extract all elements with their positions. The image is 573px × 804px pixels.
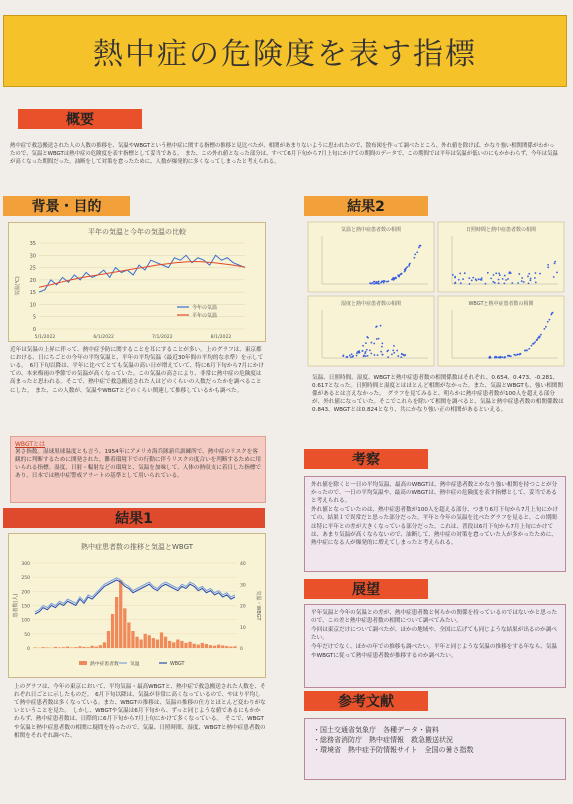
scatter-point (484, 283, 486, 285)
correlation-charts-svg (306, 220, 566, 368)
wbgt-definition-text: 暑さ指数。湿球黒球温度とも言う。1954年にアメリカ海兵隊新兵訓練所で、熱中症のリスクを客観的に判断するために開発された。難着環境下での行動に伴うリスクの度合いを判断するために用いられる指標。湿度、日射・輻射などの環境と、気温を加味して、人体の熱収支に着目した指標であり、日本では熱中症警戒アラートの基準として用いられている。 (15, 449, 262, 480)
scatter-point (349, 355, 351, 357)
legend-label: 今年の気温 (192, 305, 218, 311)
bar (180, 641, 183, 648)
scatter-point (386, 281, 388, 283)
bar (188, 642, 191, 648)
scatter-point (373, 343, 375, 345)
bar (148, 635, 151, 648)
scatter-point (478, 278, 480, 280)
scatter-point (376, 338, 378, 340)
scatter-point (553, 276, 555, 278)
y2-tick-label: 40 (240, 562, 246, 567)
scatter-point (551, 312, 553, 314)
panel-title: 湿度と熱中症患者数の相関 (340, 301, 402, 307)
bar (164, 637, 167, 648)
scatter-panel (438, 222, 564, 292)
scatter-point (521, 277, 523, 279)
scatter-point (523, 281, 525, 283)
y-tick-label: 25 (29, 265, 36, 272)
reference-item: ・国土交通省気象庁 各種データ・資料 (313, 726, 439, 734)
legend-label: 熱中症患者数 (90, 662, 119, 667)
scatter-point (414, 253, 416, 255)
bar (62, 647, 65, 648)
bar (123, 608, 126, 648)
scatter-point (350, 356, 352, 358)
scatter-point (347, 356, 349, 358)
scatter-point (547, 321, 549, 323)
scatter-point (370, 283, 372, 285)
tenbou-item: 平年気温と今年の気温との差が、熱中症患者数と何らかの関係を持っているのではないかと思ったので、この差と熱中症患者数の相関について調べてみたい。 (311, 610, 558, 625)
scatter-point (472, 277, 474, 279)
scatter-point (369, 349, 371, 351)
y2-tick-label: 20 (240, 604, 246, 610)
scatter-point (528, 348, 530, 350)
scatter-point (396, 350, 398, 352)
scatter-point (538, 335, 540, 337)
wbgt-definition-title: WBGTとは (15, 441, 46, 448)
bar (168, 641, 171, 648)
scatter-point (533, 343, 535, 345)
temp-chart-svg (9, 237, 265, 341)
bar (78, 646, 81, 648)
scatter-point (460, 282, 462, 284)
legend-label: 平年の気温 (192, 313, 218, 319)
y2-tick-label: 10 (240, 625, 246, 631)
tenbou-box (304, 604, 566, 688)
scatter-point (454, 282, 456, 284)
scatter-point (386, 350, 388, 352)
bar (233, 646, 236, 648)
scatter-point (535, 272, 537, 274)
scatter-point (554, 262, 556, 264)
scatter-point (408, 265, 410, 267)
scatter-point (498, 273, 500, 275)
kousatsu-item: 外れ値を除くと一日の平均気温、最高のWBGTは、熱中症患者数とかなり強い相関を持つことが分かったので、一日の平均気温や、最高のWBGTは、熱中症の危険度を表す指標として、妥当であると考えられる。 (311, 482, 558, 505)
scatter-point (375, 326, 377, 328)
bar (111, 614, 114, 648)
scatter-point (516, 354, 518, 356)
scatter-point (381, 342, 383, 344)
scatter-point (381, 346, 383, 348)
scatter-point (547, 266, 549, 268)
panel-title: 気温と熱中症患者数の相関 (340, 227, 402, 233)
legend-swatch (79, 661, 87, 665)
scatter-point (501, 356, 503, 358)
scatter-point (370, 353, 372, 355)
bar (172, 642, 175, 648)
bar (144, 634, 147, 648)
y-tick-label: 35 (29, 241, 36, 247)
y-tick-label: 200 (21, 590, 30, 596)
scatter-point (545, 326, 547, 328)
scatter-point (513, 354, 515, 356)
scatter-point (380, 351, 382, 353)
scatter-point (397, 355, 399, 357)
scatter-point (365, 342, 367, 344)
bar (197, 645, 200, 648)
scatter-panel (308, 296, 434, 366)
scatter-point (462, 278, 464, 280)
bar (217, 645, 220, 648)
scatter-point (537, 337, 539, 339)
scatter-point (524, 350, 526, 352)
bar (66, 647, 69, 648)
bar (156, 640, 159, 649)
bar (74, 647, 77, 648)
bar (229, 647, 232, 648)
scatter-point (534, 277, 536, 279)
bar (139, 640, 142, 649)
y2-tick-label: 30 (240, 583, 246, 589)
wbgt-definition-box (10, 436, 266, 503)
y-tick-label: 0 (27, 647, 30, 652)
series-line (39, 262, 245, 288)
scatter-point (530, 279, 532, 281)
heading-haikei: 背景・目的 (3, 196, 130, 216)
scatter-point (378, 283, 380, 285)
scatter-point (458, 279, 460, 281)
scatter-point (495, 356, 497, 358)
scatter-point (393, 345, 395, 347)
scatter-panel (308, 222, 434, 292)
scatter-point (527, 275, 529, 277)
panel-title: 日照時間と熱中症患者数の相関 (465, 227, 537, 233)
heading-kekka1: 結果1 (3, 508, 265, 528)
y-axis-label: 患者数(人) (13, 593, 19, 618)
bar (95, 647, 98, 648)
heading-kekka2: 結果2 (304, 196, 428, 216)
temp-chart-title: 平年の気温と今年の気温の比較 (88, 228, 186, 236)
bar (152, 638, 155, 648)
y-tick-label: 100 (21, 618, 30, 624)
correlation-charts (306, 220, 566, 368)
scatter-point (459, 273, 461, 275)
bar (91, 646, 94, 648)
scatter-point (481, 279, 483, 281)
scatter-point (351, 353, 353, 355)
title-banner (3, 15, 567, 87)
legend-label: WBGT (170, 662, 185, 667)
scatter-point (492, 281, 494, 283)
y-tick-label: 300 (21, 562, 30, 567)
scatter-point (469, 283, 471, 285)
scatter-point (493, 274, 495, 276)
scatter-point (494, 282, 496, 284)
bar (82, 647, 85, 648)
gaiyou-text: 熱中症で救急搬送された人の人数の推移を、気温やWBGTという熱中症に関する指標の推移と見比べたが、相関があまりないように思われたので、散布図を作って調べたところ、外れ値を除けば、かなり強い相関関係がわかったので、気温とWBGTは熱中症の危険度を表す指標として妥当である。 また、この外れ値となった部分は、すべて6月下旬から7月上旬にかけての期間のデータで、この期間では平年は気温が低いのにもかかわらず、今年は気温が高くなった期間だった。油断をして対策を怠ったために、人数が爆発的に多くなってしまったと考えられる。 (10, 143, 558, 165)
bar (209, 645, 212, 648)
scatter-point (365, 355, 367, 357)
x-tick-label: 7/1/2022 (152, 335, 173, 340)
scatter-point (535, 281, 537, 283)
heading-tenbou: 展望 (304, 579, 428, 599)
scatter-point (393, 277, 395, 279)
scatter-point (505, 279, 507, 281)
y-tick-label: 5 (32, 314, 36, 321)
scatter-point (530, 278, 532, 280)
scatter-point (488, 356, 490, 358)
bar (127, 623, 130, 649)
scatter-point (366, 349, 368, 351)
tenbou-item: 今年だけでなく、ほかの年での推移も調べたい。平年と同じような気温の推移をする年なら、気温やWBGTに従って熱中症患者数が推移するのか調べたい。 (311, 644, 558, 659)
scatter-point (401, 353, 403, 355)
scatter-point (554, 261, 556, 263)
tenbou-item: 今回は東京だけについて調べたが、ほかの地域や、全国に広げても同じような結果が出るのか調べたい。 (311, 627, 557, 642)
legend-label: 気温 (130, 662, 140, 667)
y-tick-label: 0 (32, 327, 36, 333)
scatter-point (510, 272, 512, 274)
kekka1-text: 上のグラフは、今年の東京において、平均気温・最高WBGTと、熱中症で救急搬送された人数を、それぞれ日ごとに示したものだ。 6月下旬以降は、気温が非常に高くなっているので、やはり平均して熱中症患者数は多くなっている。また、WBGTの推移は、気温の推移の仕方とほとんど変わりがないということを見た。 しかし、WBGTや気温は6月下旬から、ずっと同じような値であるにもかかわらず、熱中症患者数は、日際的に6月下旬から7月上旬にかけて多くなっている。 そこで、WBGTや気温と熱中症患者数の相関に疑問を持ったので、気温、日照時間、湿度、WBGTと熱中症患者数の相関をそれぞれ調べた。 (14, 684, 266, 739)
scatter-point (507, 278, 509, 280)
bar (221, 645, 224, 648)
scatter-point (534, 341, 536, 343)
bar (58, 647, 61, 648)
scatter-point (416, 251, 418, 253)
scatter-point (452, 274, 454, 276)
scatter-point (481, 277, 483, 279)
scatter-point (539, 273, 541, 275)
y-tick-label: 150 (21, 604, 30, 610)
bar (115, 597, 118, 648)
scatter-point (503, 282, 505, 284)
scatter-point (543, 328, 545, 330)
scatter-point (511, 282, 513, 284)
y-tick-label: 15 (29, 290, 36, 297)
scatter-point (454, 277, 456, 279)
scatter-point (521, 280, 523, 282)
scatter-point (364, 352, 366, 354)
scatter-point (391, 353, 393, 355)
bar (213, 646, 216, 648)
patients-chart-title: 熱中症患者数の推移と気温とWBGT (80, 543, 194, 551)
bar (225, 646, 228, 648)
scatter-point (504, 275, 506, 277)
y-tick-label: 250 (21, 576, 30, 582)
scatter-point (531, 345, 533, 347)
bar (119, 580, 122, 648)
scatter-point (361, 350, 363, 352)
scatter-point (549, 319, 551, 321)
reference-item: ・総務省消防庁 熱中症情報 救急搬送状況 (313, 736, 453, 745)
scatter-point (408, 264, 410, 266)
x-tick-label: 5/1/2022 (34, 335, 56, 340)
scatter-point (374, 354, 376, 356)
bar (160, 632, 163, 648)
bar (103, 642, 106, 648)
scatter-point (418, 247, 420, 249)
sankou-box (304, 718, 566, 780)
scatter-point (373, 283, 375, 285)
x-tick-label: 8/1/2022 (210, 335, 232, 340)
series-line (35, 578, 235, 612)
scatter-point (392, 350, 394, 352)
heading-sankou: 参考文献 (304, 691, 428, 711)
scatter-point (377, 354, 379, 356)
scatter-point (528, 273, 530, 275)
y-tick-label: 30 (29, 253, 36, 260)
panel-title: WBGTと熱中症患者数の相関 (468, 301, 534, 307)
scatter-point (375, 281, 377, 283)
scatter-point (356, 355, 358, 357)
bar (205, 644, 208, 648)
scatter-point (528, 282, 530, 284)
y-axis-label: 気温(℃) (15, 276, 21, 296)
scatter-point (413, 257, 415, 259)
scatter-point (536, 339, 538, 341)
scatter-point (363, 355, 365, 357)
y-tick-label: 10 (29, 302, 36, 309)
x-tick-label: 6/1/2022 (93, 335, 114, 340)
series-line (39, 255, 245, 292)
y2-tick-label: 0 (240, 647, 243, 652)
scatter-panel (438, 296, 564, 366)
series-line (35, 580, 235, 614)
scatter-point (502, 278, 504, 280)
scatter-point (358, 350, 360, 352)
scatter-point (380, 325, 382, 327)
scatter-point (510, 355, 512, 357)
bar (107, 631, 110, 648)
bar (42, 647, 45, 648)
bar (54, 647, 57, 648)
scatter-point (507, 355, 509, 357)
bar (184, 643, 187, 648)
scatter-point (468, 277, 470, 279)
bar (193, 644, 196, 648)
scatter-point (471, 279, 473, 281)
bar (131, 631, 134, 648)
scatter-point (499, 274, 501, 276)
scatter-point (487, 272, 489, 274)
scatter-point (406, 266, 408, 268)
bar (86, 647, 89, 648)
scatter-point (356, 352, 358, 354)
kekka2-text: 気温、日照時間、湿度、WBGTと熱中症患者数の相関係数はそれぞれ、0.654、0.473、-0.281、0.617となった。日照時間と湿度とはほとんど相関がなかった。また、気温とWBGTも、強い相関関係があるとは言えなかった。 グラフを見てみると、明らかに熱中症患者数が100人を超える部分が、外れ値になっていた。そこでこれらを除いて相関を調べると、気温と熱中症患者数の相関係数は0.843、WBGTとは0.824となり、共にかなり強い正の相関があるといえる。 (312, 375, 564, 414)
scatter-point (547, 264, 549, 266)
scatter-point (362, 345, 364, 347)
scatter-point (490, 277, 492, 279)
scatter-point (378, 338, 380, 340)
scatter-point (383, 280, 385, 282)
reference-item: ・環境省 熱中症予防情報サイト 全国の暑さ指数 (313, 746, 474, 755)
scatter-point (518, 273, 520, 275)
scatter-point (498, 357, 500, 359)
scatter-point (397, 274, 399, 276)
heading-kousatsu: 考察 (304, 449, 428, 469)
scatter-point (517, 282, 519, 284)
bar (46, 647, 49, 648)
patients-chart-svg (9, 553, 265, 678)
scatter-point (400, 273, 402, 275)
y2-axis-label: 気温・WBGT (255, 590, 261, 621)
scatter-point (526, 350, 528, 352)
scatter-point (400, 356, 402, 358)
scatter-point (404, 269, 406, 271)
scatter-point (381, 354, 383, 356)
patients-chart (8, 533, 266, 678)
heading-gaiyou: 概要 (18, 109, 142, 129)
bar (201, 643, 204, 648)
scatter-point (464, 272, 466, 274)
scatter-point (374, 281, 376, 283)
scatter-point (498, 282, 500, 284)
scatter-point (475, 278, 477, 280)
scatter-point (419, 245, 421, 247)
kousatsu-item: 外れ値となっていたのは、熱中症患者数が100人を超える部分、つまり6月下旬から7月上旬にかけての、結果１で異常だと思った部分だった。平年と今年の気温を比べたグラフを見ると、この期間は特に平年との差が大きくなっている部分だった。これは、普段は6月下旬から7月上旬にかけては、あまり気温が高くならないので、油断して、熱中症の対策を怠っていた人が多かったために、熱中症になる人が爆発的に増えてしまったと考えられる。 (311, 507, 559, 546)
scatter-point (495, 272, 497, 274)
scatter-point (540, 334, 542, 336)
scatter-point (387, 356, 389, 358)
scatter-point (403, 355, 405, 357)
scatter-point (498, 279, 500, 281)
scatter-point (504, 356, 506, 358)
scatter-point (367, 355, 369, 357)
bar (99, 645, 102, 648)
kousatsu-box (304, 476, 566, 572)
bar (33, 647, 36, 648)
bar (176, 640, 179, 649)
scatter-point (370, 342, 372, 344)
poster-title: 熱中症の危険度を表す指標 (93, 37, 477, 72)
haikei-text: 近年は気温の上昇に伴って、熱中症予防に関することを耳にすることが多い。上のグラフは、東京都における、日にちごとの今年の平均気温と、平年の平均気温（最近30年間の平均的な水準）を示している。 6月下旬以降は、平年に比べてとても気温の高い日が増えていて、特に6月下旬から7月にかけての、本来梅雨の季節での気温が高くなっていた。この気温の高さにより、非常に熱中症の危険度は高まったと思われる。そこで、熱中症で救急搬送された人はどのくらいの人数だったかを調べることにした。 また、この人数が、気温やWBGTとどのくらい関連して推移しているかも調べた。 (10, 347, 264, 394)
bar (135, 637, 138, 648)
scatter-point (381, 281, 383, 283)
scatter-point (352, 356, 354, 358)
bar (70, 647, 73, 648)
temp-comparison-chart (8, 222, 266, 342)
scatter-point (366, 336, 368, 338)
scatter-point (556, 271, 558, 273)
scatter-point (519, 353, 521, 355)
y-tick-label: 50 (24, 632, 30, 638)
y-tick-label: 20 (29, 277, 36, 284)
scatter-point (393, 352, 395, 354)
scatter-point (342, 355, 344, 357)
